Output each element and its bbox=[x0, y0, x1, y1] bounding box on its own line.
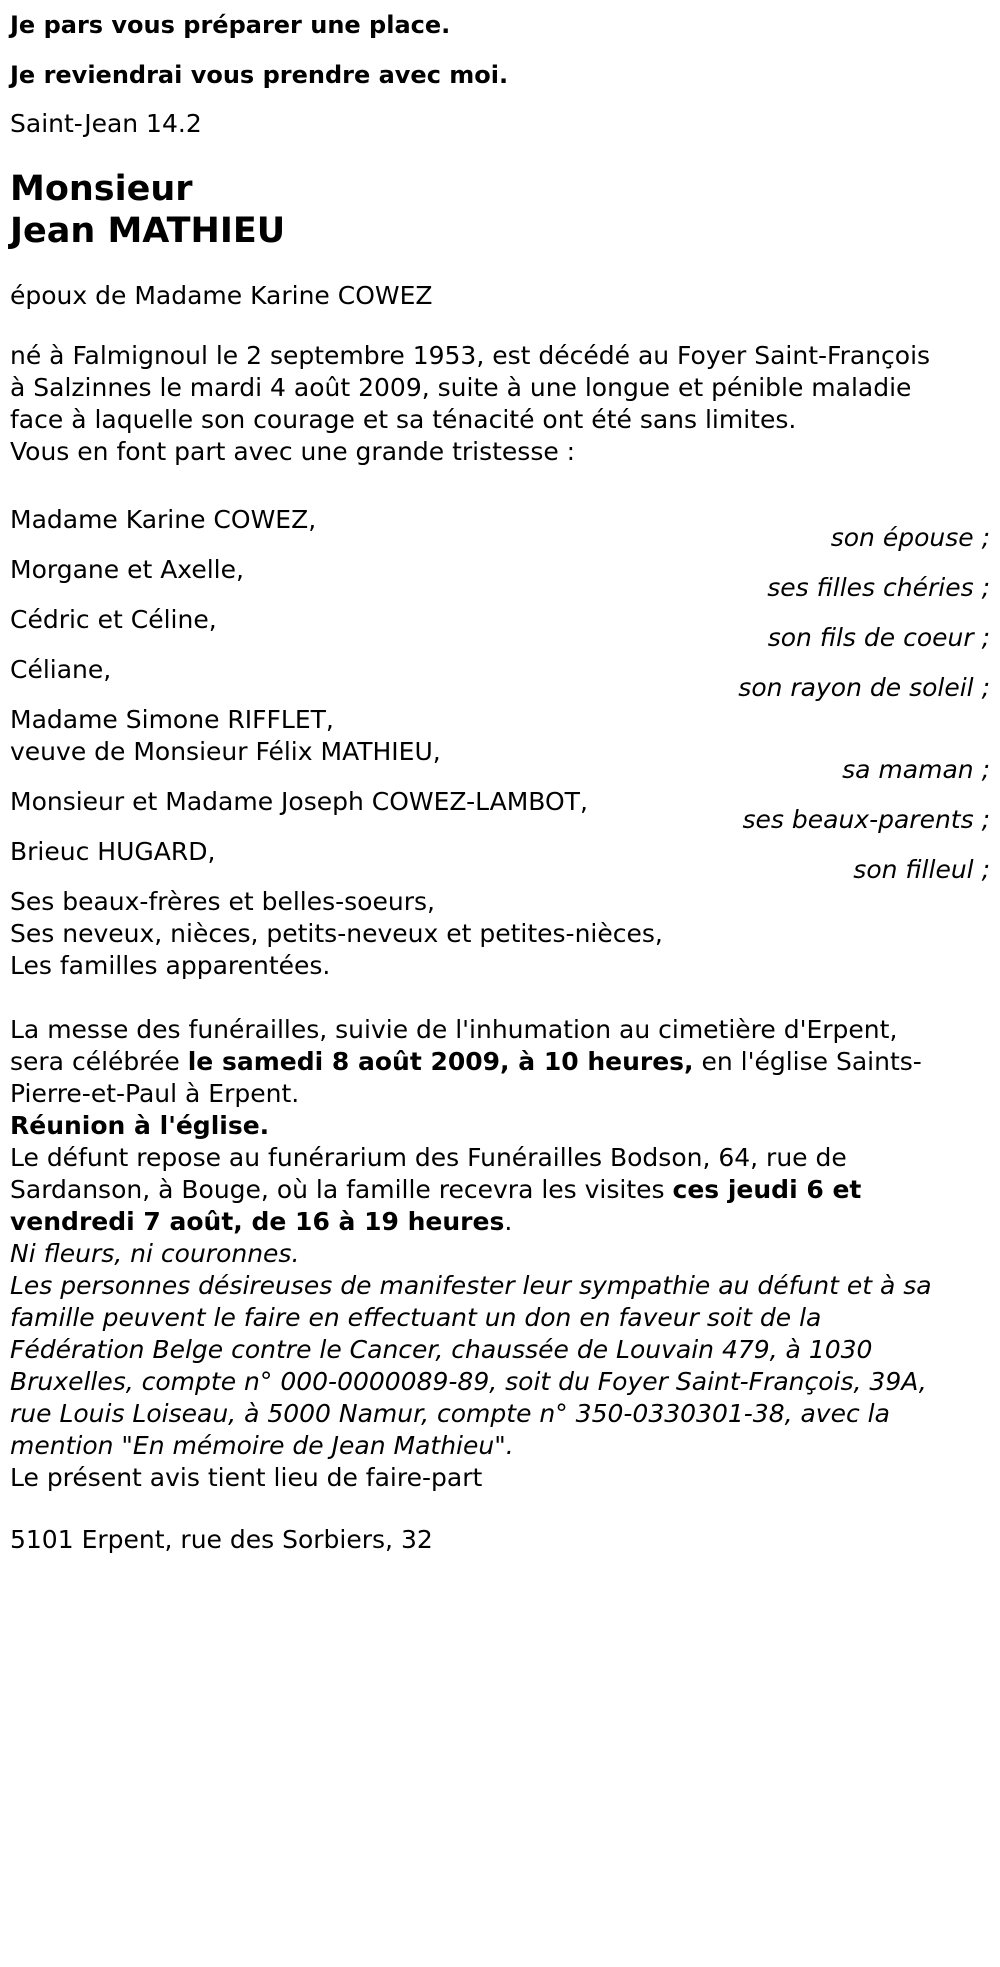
family-entry bbox=[10, 832, 990, 894]
biography-line: Vous en font part avec une grande tristesse : bbox=[10, 437, 576, 466]
family-member-name: Brieuc HUGARD, bbox=[10, 837, 216, 866]
family-member-name: Madame Karine COWEZ, bbox=[10, 505, 317, 534]
family-relation: ses beaux-parents ; bbox=[742, 805, 990, 834]
donation-line: mention "En mémoire de Jean Mathieu". bbox=[10, 1431, 514, 1460]
intro-line: Je pars vous préparer une place. bbox=[10, 11, 451, 39]
family-relation: ses filles chéries ; bbox=[767, 573, 990, 602]
extended-family bbox=[10, 886, 990, 982]
family-member-name: Cédric et Céline, bbox=[10, 605, 217, 634]
rest-text: Sardanson, à Bouge, où la famille recevra les visites bbox=[10, 1175, 673, 1204]
funeral-line bbox=[10, 1046, 990, 1078]
deceased-title: Monsieur bbox=[10, 169, 193, 209]
funeral-line: Pierre-et-Paul à Erpent. bbox=[10, 1079, 300, 1108]
family-relation: son filleul ; bbox=[853, 855, 990, 884]
biography bbox=[10, 340, 990, 468]
family-relation: sa maman ; bbox=[842, 755, 990, 784]
deceased-name: Jean MATHIEU bbox=[10, 211, 286, 251]
deceased-name-block bbox=[10, 168, 990, 252]
rest-text: . bbox=[504, 1207, 513, 1236]
donation-line: rue Louis Loiseau, à 5000 Namur, compte n° 350-0330301-38, avec la bbox=[10, 1399, 890, 1428]
no-flowers-note: Ni fleurs, ni couronnes. bbox=[10, 1239, 300, 1268]
donation-line: Fédération Belge contre le Cancer, chaussée de Louvain 479, à 1030 bbox=[10, 1335, 873, 1364]
visit-dates: vendredi 7 août, de 16 à 19 heures bbox=[10, 1207, 505, 1236]
scripture-reference: Saint-Jean 14.2 bbox=[10, 109, 202, 138]
family-member-name: Céliane, bbox=[10, 655, 112, 684]
meeting-note: Réunion à l'église. bbox=[10, 1111, 270, 1140]
funeral-line: La messe des funérailles, suivie de l'inhumation au cimetière d'Erpent, bbox=[10, 1015, 898, 1044]
spouse-line: époux de Madame Karine COWEZ bbox=[10, 281, 433, 310]
rest-line bbox=[10, 1174, 990, 1206]
visit-dates: ces jeudi 6 et bbox=[672, 1175, 862, 1204]
funeral-details bbox=[10, 1014, 990, 1494]
intro-line: Je reviendrai vous prendre avec moi. bbox=[10, 61, 509, 89]
family-member-name: Morgane et Axelle, bbox=[10, 555, 244, 584]
family-member-name: Monsieur et Madame Joseph COWEZ-LAMBOT, bbox=[10, 787, 588, 816]
family-relation: son fils de coeur ; bbox=[767, 623, 990, 652]
funeral-text: en l'église Saints- bbox=[693, 1047, 922, 1076]
biography-line: à Salzinnes le mardi 4 août 2009, suite à une longue et pénible maladie bbox=[10, 373, 912, 402]
extended-family-line: Ses beaux-frères et belles-soeurs, bbox=[10, 887, 435, 916]
extended-family-line: Les familles apparentées. bbox=[10, 951, 331, 980]
family-member-name: veuve de Monsieur Félix MATHIEU, bbox=[10, 737, 441, 766]
family-relation: son rayon de soleil ; bbox=[738, 673, 990, 702]
donation-line: famille peuvent le faire en effectuant un don en faveur soit de la bbox=[10, 1303, 822, 1332]
address: 5101 Erpent, rue des Sorbiers, 32 bbox=[10, 1525, 433, 1554]
family-relation: son épouse ; bbox=[830, 523, 990, 552]
funeral-text: sera célébrée bbox=[10, 1047, 188, 1076]
family-member-name: Madame Simone RIFFLET, bbox=[10, 705, 334, 734]
notice-line: Le présent avis tient lieu de faire-part bbox=[10, 1463, 483, 1492]
extended-family-line: Ses neveux, nièces, petits-neveux et petites-nièces, bbox=[10, 919, 663, 948]
intro-verse bbox=[10, 0, 990, 100]
family-entry bbox=[10, 700, 990, 782]
rest-line: Le défunt repose au funérarium des Funérailles Bodson, 64, rue de bbox=[10, 1143, 847, 1172]
donation-line: Bruxelles, compte n° 000-0000089-89, soit du Foyer Saint-François, 39A, bbox=[10, 1367, 927, 1396]
biography-line: face à laquelle son courage et sa ténacité ont été sans limites. bbox=[10, 405, 797, 434]
funeral-date: le samedi 8 août 2009, à 10 heures, bbox=[187, 1047, 694, 1076]
donation-line: Les personnes désireuses de manifester leur sympathie au défunt et à sa bbox=[10, 1271, 932, 1300]
rest-line bbox=[10, 1206, 990, 1238]
biography-line: né à Falmignoul le 2 septembre 1953, est décédé au Foyer Saint-François bbox=[10, 341, 931, 370]
